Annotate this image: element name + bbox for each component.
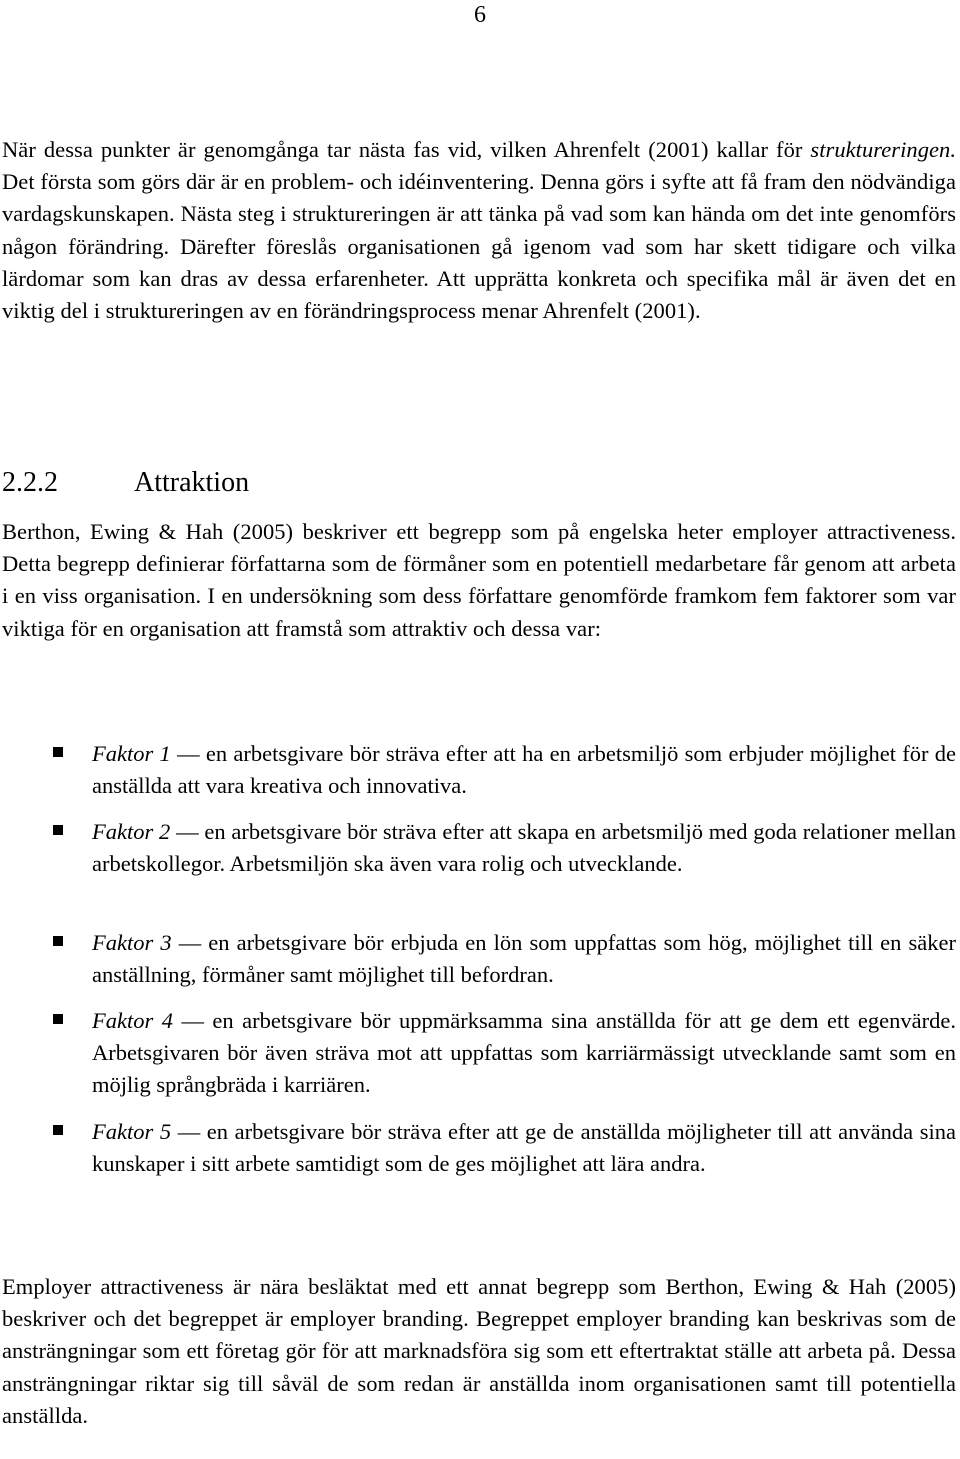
factor-description: — en arbetsgivare bör sträva efter att skapa en arbetsmiljö med goda relationer mellan arbetskollegor. Arbetsmiljön ska även vara rolig och utvecklande. <box>92 819 956 877</box>
factor-label: Faktor 3 <box>92 930 172 955</box>
factor-text <box>92 738 956 802</box>
paragraph-restructuring-part1: När dessa punkter är genomgånga tar nästa fas vid, vilken Ahrenfelt (2001) kallar för <box>2 137 811 162</box>
factor-text <box>92 1116 956 1180</box>
factor-description: — en arbetsgivare bör erbjuda en lön som uppfattas som hög, möjlighet till en säker anställning, förmåner samt möjlighet till befordran. <box>92 930 956 988</box>
paragraph-restructuring <box>2 134 956 327</box>
factor-label: Faktor 1 <box>92 741 171 766</box>
factor-label: Faktor 4 <box>92 1008 173 1033</box>
square-bullet-icon <box>53 747 63 757</box>
paragraph-restructuring-part2: Det första som görs där är en problem- och idéinventering. Denna görs i syfte att få fram den nödvändiga vardagskunskapen. Nästa steg i struktureringen är att tänka på vad som kan hända om det inte genomförs någon förändring. Därefter föreslås organisationen gå igenom vad som har skett tidigare och vilka lärdomar som kan dras av dessa erfarenheter. Att upprätta konkreta och specifika mål är även det en viktig del i struktureringen av en förändringsprocess menar Ahrenfelt (2001). <box>2 169 956 324</box>
square-bullet-icon <box>53 1125 63 1135</box>
square-bullet-icon <box>53 936 63 946</box>
factor-text <box>92 1005 956 1102</box>
factor-description: — en arbetsgivare bör sträva efter att ha en arbetsmiljö som erbjuder möjlighet för de anställda att vara kreativa och innovativa. <box>92 741 956 799</box>
section-heading <box>2 465 249 501</box>
square-bullet-icon <box>53 1014 63 1024</box>
paragraph-employer-attractiveness: Berthon, Ewing & Hah (2005) beskriver ett begrepp som på engelska heter employer attractiveness. Detta begrepp definierar författarna som de förmåner som en potentiell medarbetare får genom att arbeta i en viss organisation. I en undersökning som dess författare genomförde framkom fem faktorer som var viktiga för en organisation att framstå som attraktiv och dessa var: <box>2 519 956 641</box>
paragraph-employer-branding: Employer attractiveness är nära besläktat med ett annat begrepp som Berthon, Ewing & Hah (2005) beskriver och det begreppet är employer branding. Begreppet employer branding kan beskrivas som de ansträngningar som ett företag gör för att marknadsföra sig som ett eftertraktat ställe att arbeta på. Dessa ansträngningar riktar sig till såväl de som redan är anställda inom organisationen samt till potentiella anställda. <box>2 1274 956 1428</box>
factor-label: Faktor 2 <box>92 819 171 844</box>
factor-description: — en arbetsgivare bör sträva efter att ge de anställda möjligheter till att använda sina kunskaper i sitt arbete samtidigt som de ges möjlighet att lära andra. <box>92 1119 956 1177</box>
section-title: Attraktion <box>134 467 250 498</box>
section-number: 2.2.2 <box>2 467 58 498</box>
factor-text <box>92 816 956 880</box>
factor-description: — en arbetsgivare bör uppmärksamma sina anställda för att ge dem ett egenvärde. Arbetsgivaren bör även sträva mot att uppfattas som karriärmässigt utvecklande samt som en möjlig språngbräda i karriären. <box>92 1008 956 1098</box>
factor-text <box>92 927 956 991</box>
page-number: 6 <box>474 2 486 28</box>
square-bullet-icon <box>53 825 63 835</box>
term-struktureringen: struktureringen. <box>810 137 956 162</box>
factor-label: Faktor 5 <box>92 1119 172 1144</box>
